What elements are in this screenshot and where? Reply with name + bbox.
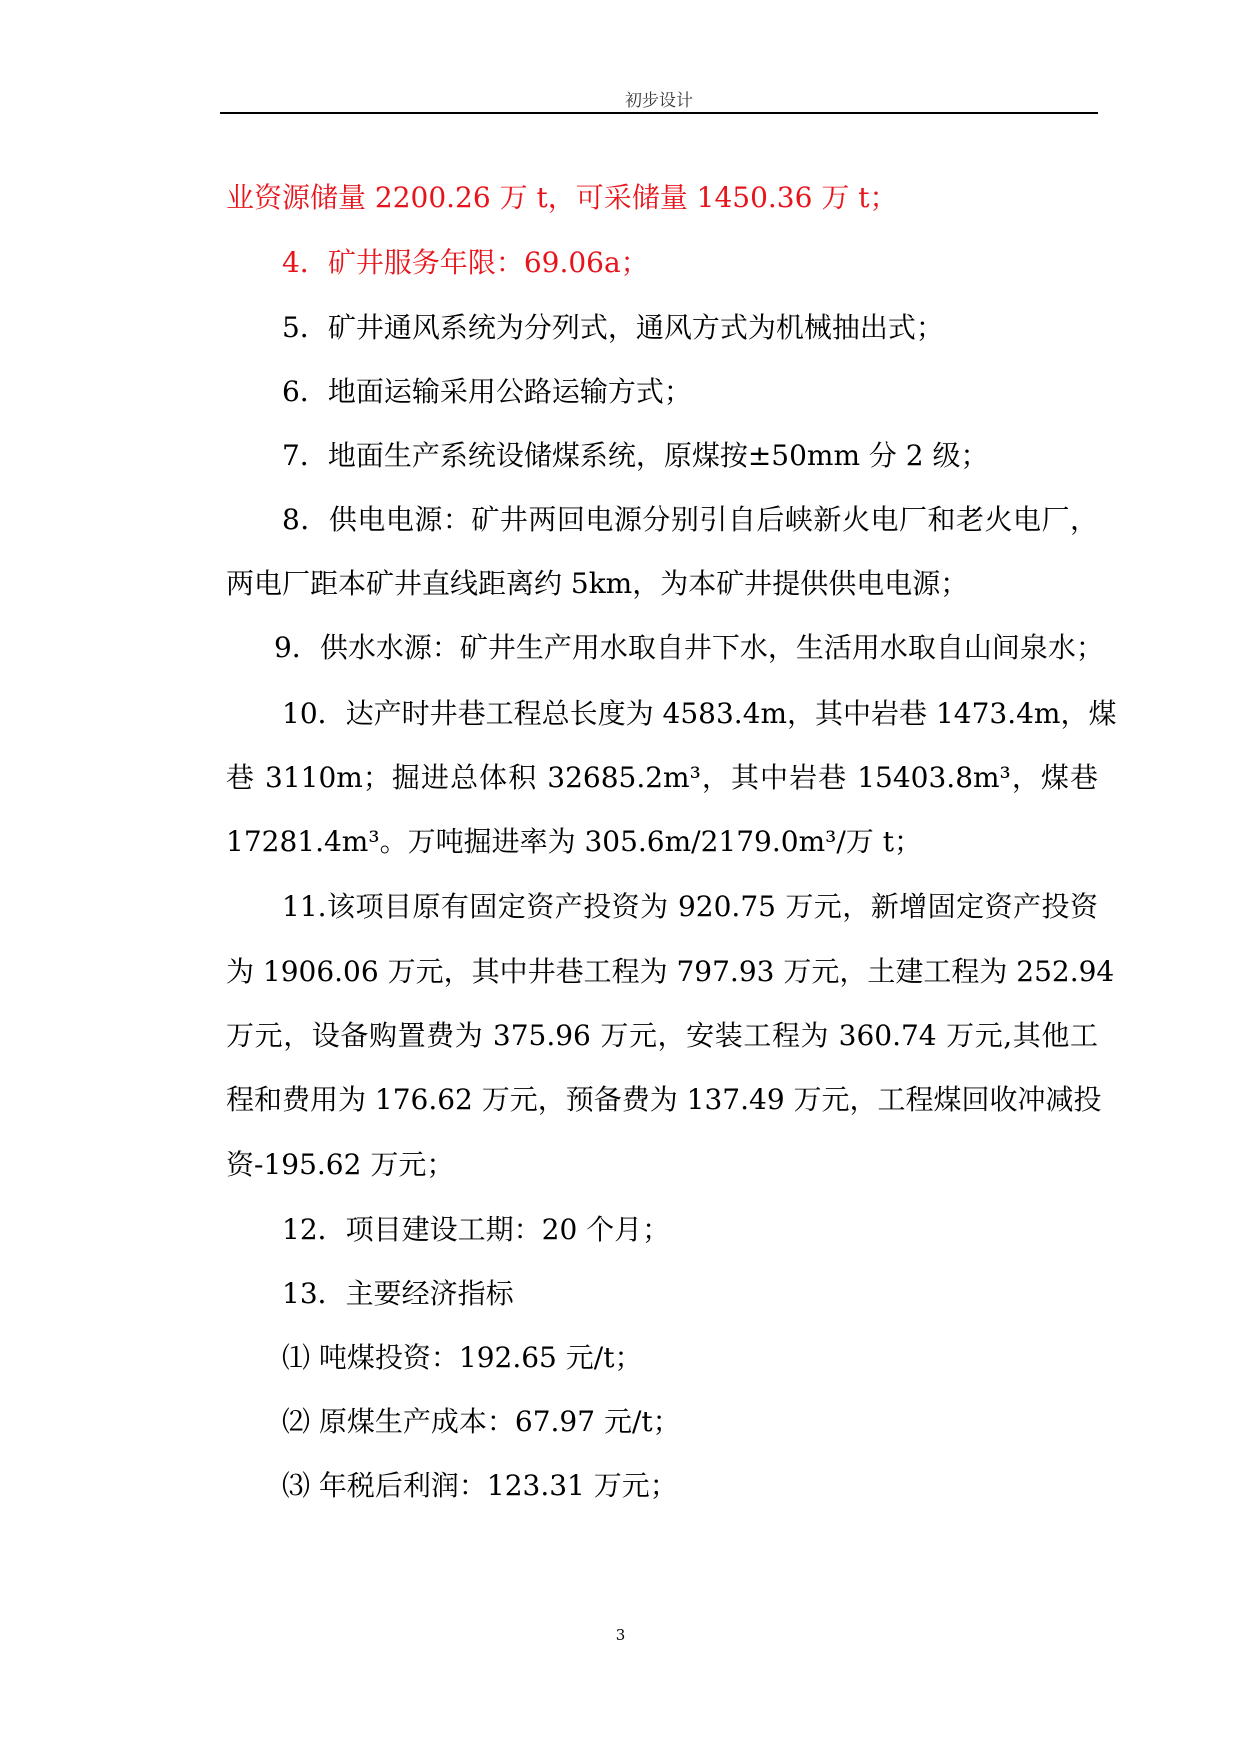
text-line: 两电厂距本矿井直线距离约 5km，为本矿井提供供电电源； (226, 567, 969, 600)
text-line: 资-195.62 万元； (226, 1148, 455, 1181)
text-line: 5．矿井通风系统为分列式，通风方式为机械抽出式； (282, 311, 944, 344)
text-line: 9．供水水源：矿井生产用水取自井下水，生活用水取自山间泉水； (274, 631, 1104, 664)
text-line: 万元，设备购置费为 375.96 万元，安装工程为 360.74 万元,其他工 (226, 1019, 1098, 1052)
text-line: 程和费用为 176.62 万元，预备费为 137.49 万元，工程煤回收冲减投 (226, 1083, 1102, 1116)
text-line: 为 1906.06 万元，其中井巷工程为 797.93 万元，土建工程为 252.94 (226, 955, 1115, 988)
text-line: 12．项目建设工期：20 个月； (282, 1213, 671, 1246)
page-number: 3 (615, 1626, 626, 1644)
text-line: 7．地面生产系统设储煤系统，原煤按±50mm 分 2 级； (282, 439, 989, 472)
header-rule (220, 112, 1098, 114)
text-line: ⑶ 年税后利润：123.31 万元； (282, 1469, 678, 1502)
text-line: 11.该项目原有固定资产投资为 920.75 万元，新增固定资产投资 (282, 890, 1098, 923)
text-line: 17281.4m³。万吨掘进率为 305.6m/2179.0m³/万 t； (226, 825, 922, 858)
text-line: 10．达产时井巷工程总长度为 4583.4m，其中岩巷 1473.4m，煤 (282, 697, 1117, 730)
text-line: 13．主要经济指标 (282, 1277, 514, 1310)
page-header: 初步设计 (625, 91, 693, 111)
text-line: 8．供电电源：矿井两回电源分别引自后峡新火电厂和老火电厂， (282, 503, 1098, 536)
text-line: 6．地面运输采用公路运输方式； (282, 375, 692, 408)
text-line: ⑵ 原煤生产成本：67.97 元/t； (282, 1405, 681, 1438)
text-line: 业资源储量 2200.26 万 t，可采储量 1450.36 万 t； (226, 181, 898, 214)
text-line: 4．矿井服务年限：69.06a； (282, 246, 649, 279)
text-line: ⑴ 吨煤投资：192.65 元/t； (282, 1341, 643, 1374)
text-line: 巷 3110m；掘进总体积 32685.2m³，其中岩巷 15403.8m³，煤巷 (226, 761, 1098, 794)
